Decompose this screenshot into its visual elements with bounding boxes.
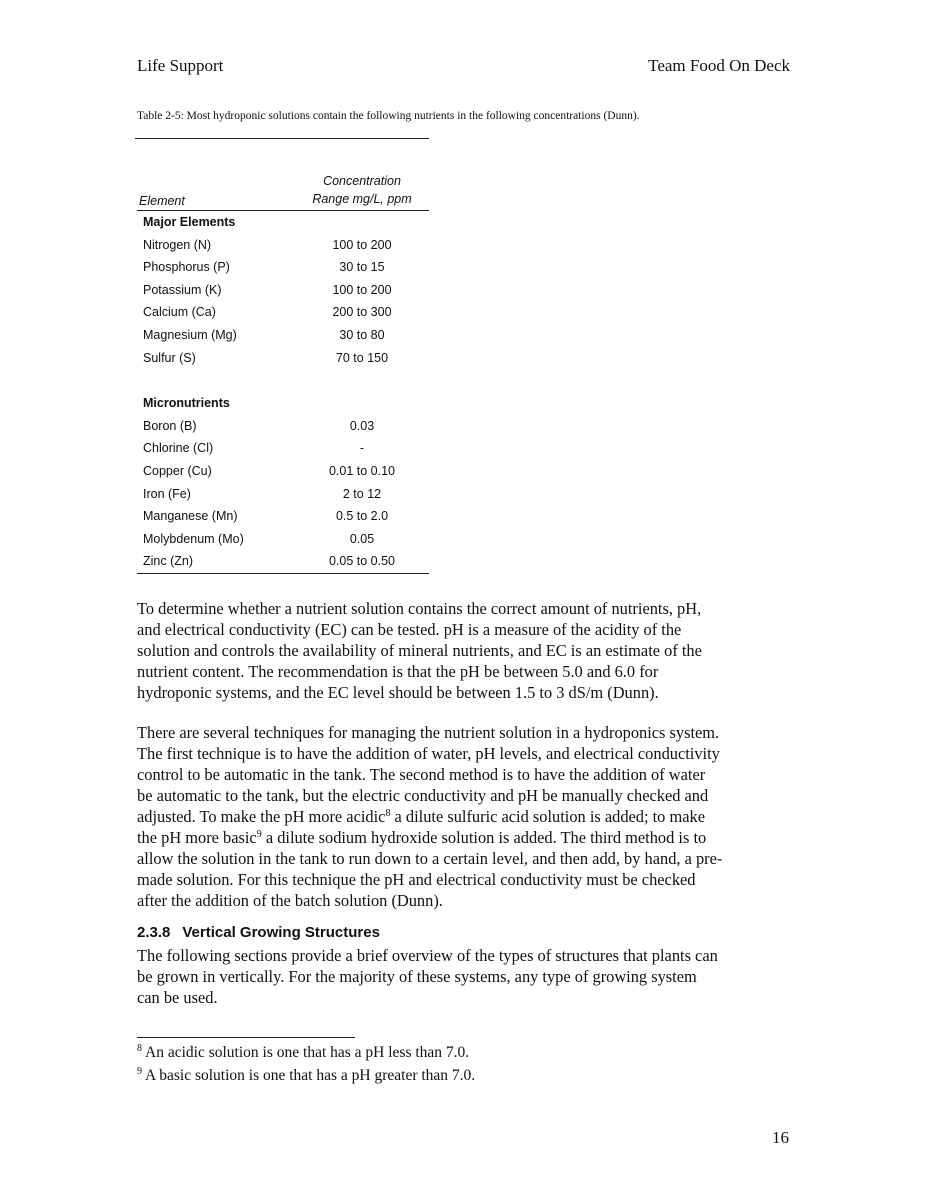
- paragraph-techniques: [137, 722, 797, 911]
- element-name: Phosphorus (P): [143, 260, 230, 275]
- table-top-rule: [135, 138, 429, 139]
- paragraph-vertical-structures: [137, 945, 797, 1008]
- text-line: after the addition of the batch solution (Dunn).: [137, 891, 443, 910]
- table-header: [137, 170, 429, 211]
- group-spacer: [137, 369, 429, 392]
- table-row: [137, 483, 429, 506]
- element-name: Manganese (Mn): [143, 509, 238, 524]
- table-row: [137, 347, 429, 370]
- element-name: Boron (B): [143, 418, 197, 433]
- table-row: [137, 301, 429, 324]
- table-row: [137, 234, 429, 257]
- column-header-element: Element: [139, 194, 185, 208]
- concentration-value: 0.01 to 0.10: [328, 463, 396, 478]
- text-line: The following sections provide a brief overview of the types of structures that plants can: [137, 946, 718, 965]
- concentration-value: 100 to 200: [332, 237, 392, 252]
- column-header-concentration: [297, 172, 427, 208]
- table-caption: Table 2-5: Most hydroponic solutions contain the following nutrients in the following concentrations (Dunn).: [137, 110, 640, 122]
- table-row: [137, 550, 429, 574]
- running-header-right: Team Food On Deck: [648, 56, 790, 75]
- element-name: Chlorine (Cl): [143, 441, 214, 456]
- section-heading: [137, 924, 380, 941]
- table-row: [137, 460, 429, 483]
- section-number: 2.3.8: [137, 924, 171, 941]
- footnote-separator: [137, 1037, 355, 1038]
- concentration-value: -: [359, 441, 365, 456]
- table-row: [137, 505, 429, 528]
- text-line: can be used.: [137, 988, 218, 1007]
- text-line: hydroponic systems, and the EC level should be between 1.5 to 3 dS/m (Dunn).: [137, 683, 659, 702]
- text-line: be grown in vertically. For the majority of these systems, any type of growing system: [137, 967, 697, 986]
- footnote-ref-9[interactable]: 9: [256, 829, 262, 840]
- concentration-value: 200 to 300: [332, 305, 392, 320]
- text-line: control to be automatic in the tank. The second method is to have the addition of water: [137, 765, 706, 784]
- text-line: and electrical conductivity (EC) can be tested. pH is a measure of the acidity of the: [137, 620, 682, 639]
- text-line: the pH more basic$^9$ a dilute sodium hydroxide solution is added. The third method is to: [137, 828, 707, 847]
- concentration-value: 30 to 15: [339, 260, 385, 275]
- text-line: To determine whether a nutrient solution contains the correct amount of nutrients, pH,: [137, 599, 702, 618]
- concentration-value: 0.03: [349, 418, 375, 433]
- footnote-9: [137, 1067, 475, 1085]
- concentration-value: 0.5 to 2.0: [335, 509, 389, 524]
- concentration-value: 70 to 150: [335, 350, 389, 365]
- table-row: [137, 528, 429, 551]
- table-row: [137, 437, 429, 460]
- text-line: adjusted. To make the pH more acidic$^8$ a dilute sulfuric acid solution is added; to make: [137, 807, 705, 826]
- page-number: 16: [772, 1128, 789, 1147]
- paragraph-ph-ec: [137, 598, 797, 703]
- concentration-value: 0.05 to 0.50: [328, 554, 396, 569]
- element-name: Zinc (Zn): [143, 554, 193, 569]
- column-header-concentration-line1: Concentration: [323, 174, 401, 188]
- footnote-text: An acidic solution is one that has a pH less than 7.0.: [142, 1044, 470, 1061]
- section-title: Vertical Growing Structures: [182, 924, 380, 941]
- text-line: made solution. For this technique the pH and electrical conductivity must be checked: [137, 870, 696, 889]
- footnote-mark: 9: [137, 1066, 142, 1077]
- table-row: [137, 324, 429, 347]
- element-name: Sulfur (S): [143, 350, 196, 365]
- element-name: Iron (Fe): [143, 486, 191, 501]
- element-name: Potassium (K): [143, 282, 222, 297]
- table-row: [137, 279, 429, 302]
- element-name: Molybdenum (Mo): [143, 531, 244, 546]
- concentration-value: 2 to 12: [342, 486, 382, 501]
- footnote-text: A basic solution is one that has a pH greater than 7.0.: [142, 1067, 476, 1084]
- element-name: Calcium (Ca): [143, 305, 216, 320]
- text-line: solution and controls the availability of mineral nutrients, and EC is an estimate of the: [137, 641, 702, 660]
- text-line: There are several techniques for managing the nutrient solution in a hydroponics system.: [137, 723, 720, 742]
- text-line: The first technique is to have the addition of water, pH levels, and electrical conductivity: [137, 744, 720, 763]
- text-line: allow the solution in the tank to run down to a certain level, and then add, by hand, a pre-: [137, 849, 723, 868]
- table-row: [137, 256, 429, 279]
- group-title-micronutrients: Micronutrients: [143, 396, 230, 411]
- concentration-value: 0.05: [349, 531, 375, 546]
- footnote-ref-8[interactable]: 8: [385, 808, 391, 819]
- group-title-major: Major Elements: [143, 215, 236, 229]
- element-name: Magnesium (Mg): [143, 327, 237, 342]
- table-row: [137, 415, 429, 438]
- footnote-8: [137, 1044, 469, 1062]
- column-header-concentration-line2: Range mg/L, ppm: [312, 192, 412, 206]
- element-name: Nitrogen (N): [143, 237, 212, 252]
- running-header-left: Life Support: [137, 56, 224, 75]
- text-line: be automatic to the tank, but the electric conductivity and pH be manually checked and: [137, 786, 709, 805]
- text-line: nutrient content. The recommendation is that the pH be between 5.0 and 6.0 for: [137, 662, 659, 681]
- nutrient-table: [137, 170, 429, 574]
- concentration-value: 30 to 80: [339, 327, 385, 342]
- element-name: Copper (Cu): [143, 463, 212, 478]
- footnote-mark: 8: [137, 1043, 142, 1054]
- concentration-value: 100 to 200: [332, 282, 392, 297]
